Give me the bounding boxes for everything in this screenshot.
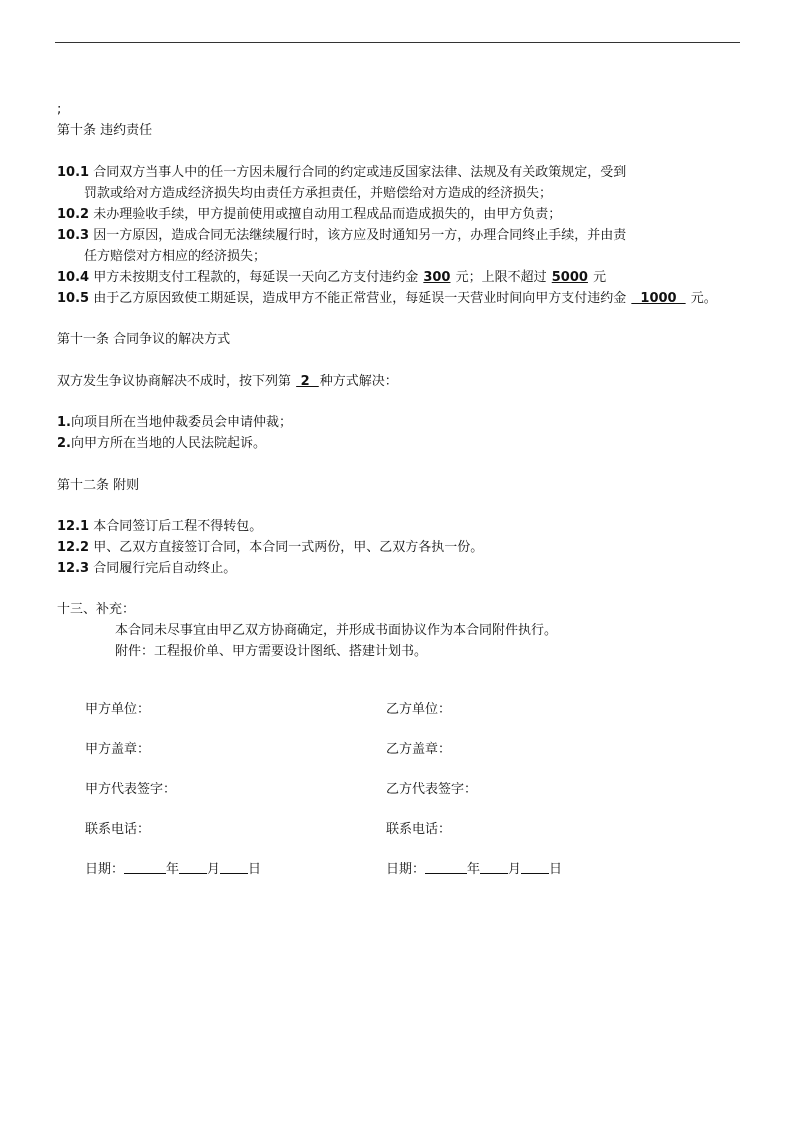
clause-text: 元。 xyxy=(686,291,717,306)
clause-number: 12.3 xyxy=(57,561,90,576)
date-label: 日期： xyxy=(386,862,426,877)
month-blank xyxy=(179,861,207,874)
article-10-title: 第十条 违约责任 xyxy=(57,123,153,138)
year-blank xyxy=(124,861,166,874)
clause-text: 由于乙方原因致使工期延误，造成甲方不能正常营业，每延误一天营业时间向甲方支付违约金 xyxy=(89,291,631,306)
party-b-seal-label: 乙方盖章： xyxy=(386,742,452,757)
year-blank xyxy=(425,861,467,874)
header-rule xyxy=(55,42,740,43)
clause-10-1-continued: 罚款或给对方造成经济损失均由责任方承担责任，并赔偿给对方造成的经济损失； xyxy=(84,186,553,201)
clause-text: 合同履行完后自动终止。 xyxy=(89,561,237,576)
clause-10-2 xyxy=(57,206,561,223)
clause-text: 甲、乙双方直接签订合同，本合同一式两份，甲、乙双方各执一份。 xyxy=(89,540,484,555)
day-label: 日 xyxy=(549,862,563,877)
clause-number: 10.4 xyxy=(57,270,90,285)
month-label: 月 xyxy=(508,862,522,877)
clause-number: 12.2 xyxy=(57,540,90,555)
lead-mark: ; xyxy=(57,102,62,117)
supplement-text: 本合同未尽事宜由甲乙双方协商确定，并形成书面协议作为本合同附件执行。 xyxy=(115,623,558,638)
clause-text: 未办理验收手续，甲方提前使用或擅自动用工程成品而造成损失的，由甲方负责； xyxy=(89,207,562,222)
party-a-date xyxy=(85,861,261,878)
party-a-seal-label: 甲方盖章： xyxy=(85,742,151,757)
clause-text: 元 xyxy=(588,270,607,285)
option-text: 向项目所在当地仲裁委员会申请仲裁； xyxy=(70,415,292,430)
clause-number: 10.3 xyxy=(57,228,90,243)
option-text: 向甲方所在当地的人民法院起诉。 xyxy=(70,436,266,451)
clause-number: 10.2 xyxy=(57,207,90,222)
article-12-title: 第十二条 附则 xyxy=(57,478,140,493)
party-b-phone-label: 联系电话： xyxy=(386,822,452,837)
clause-10-1 xyxy=(57,164,626,181)
clause-number: 12.1 xyxy=(57,519,90,534)
clause-text: 合同双方当事人中的任一方因未履行合同的约定或违反国家法律、法规及有关政策规定，受到 xyxy=(89,165,627,180)
month-blank xyxy=(480,861,508,874)
date-label: 日期： xyxy=(85,862,125,877)
attachments-text: 附件：工程报价单、甲方需要设计图纸、搭建计划书。 xyxy=(115,644,428,659)
clause-10-4 xyxy=(57,269,606,286)
clause-10-3-continued: 任方赔偿对方相应的经济损失； xyxy=(84,249,267,264)
party-a-rep-label: 甲方代表签字： xyxy=(85,782,177,797)
dispute-intro xyxy=(57,373,398,390)
penalty-cap-value: 5000 xyxy=(551,270,588,285)
party-b-rep-label: 乙方代表签字： xyxy=(386,782,478,797)
delay-penalty-value: 1000 xyxy=(631,291,686,306)
dispute-option-2 xyxy=(57,435,266,452)
option-number: 1. xyxy=(57,415,71,430)
party-b-unit-label: 乙方单位： xyxy=(386,702,452,717)
clause-10-3 xyxy=(57,227,626,244)
article-13-title: 十三、补充： xyxy=(57,602,136,617)
year-label: 年 xyxy=(467,862,481,877)
clause-text: 因一方原因，造成合同无法继续履行时，该方应及时通知另一方，办理合同终止手续，并由责 xyxy=(89,228,627,243)
month-label: 月 xyxy=(207,862,221,877)
article-11-title: 第十一条 合同争议的解决方式 xyxy=(57,332,231,347)
party-a-unit-label: 甲方单位： xyxy=(85,702,151,717)
party-b-date xyxy=(386,861,562,878)
dispute-intro-text: 双方发生争议协商解决不成时，按下列第 xyxy=(57,374,296,389)
clause-text: 本合同签订后工程不得转包。 xyxy=(89,519,263,534)
clause-12-1 xyxy=(57,518,262,535)
day-blank xyxy=(521,861,549,874)
year-label: 年 xyxy=(166,862,180,877)
dispute-option-1 xyxy=(57,414,292,431)
dispute-method-choice: 2 xyxy=(296,374,319,389)
clause-10-5 xyxy=(57,290,717,307)
clause-number: 10.1 xyxy=(57,165,90,180)
penalty-per-day-value: 300 xyxy=(423,270,451,285)
option-number: 2. xyxy=(57,436,71,451)
clause-text: 甲方未按期支付工程款的，每延误一天向乙方支付违约金 xyxy=(89,270,423,285)
clause-number: 10.5 xyxy=(57,291,90,306)
party-a-phone-label: 联系电话： xyxy=(85,822,151,837)
clause-12-2 xyxy=(57,539,483,556)
day-label: 日 xyxy=(248,862,262,877)
day-blank xyxy=(220,861,248,874)
clause-12-3 xyxy=(57,560,236,577)
clause-text: 元；上限不超过 xyxy=(451,270,551,285)
dispute-intro-text: 种方式解决： xyxy=(319,374,398,389)
